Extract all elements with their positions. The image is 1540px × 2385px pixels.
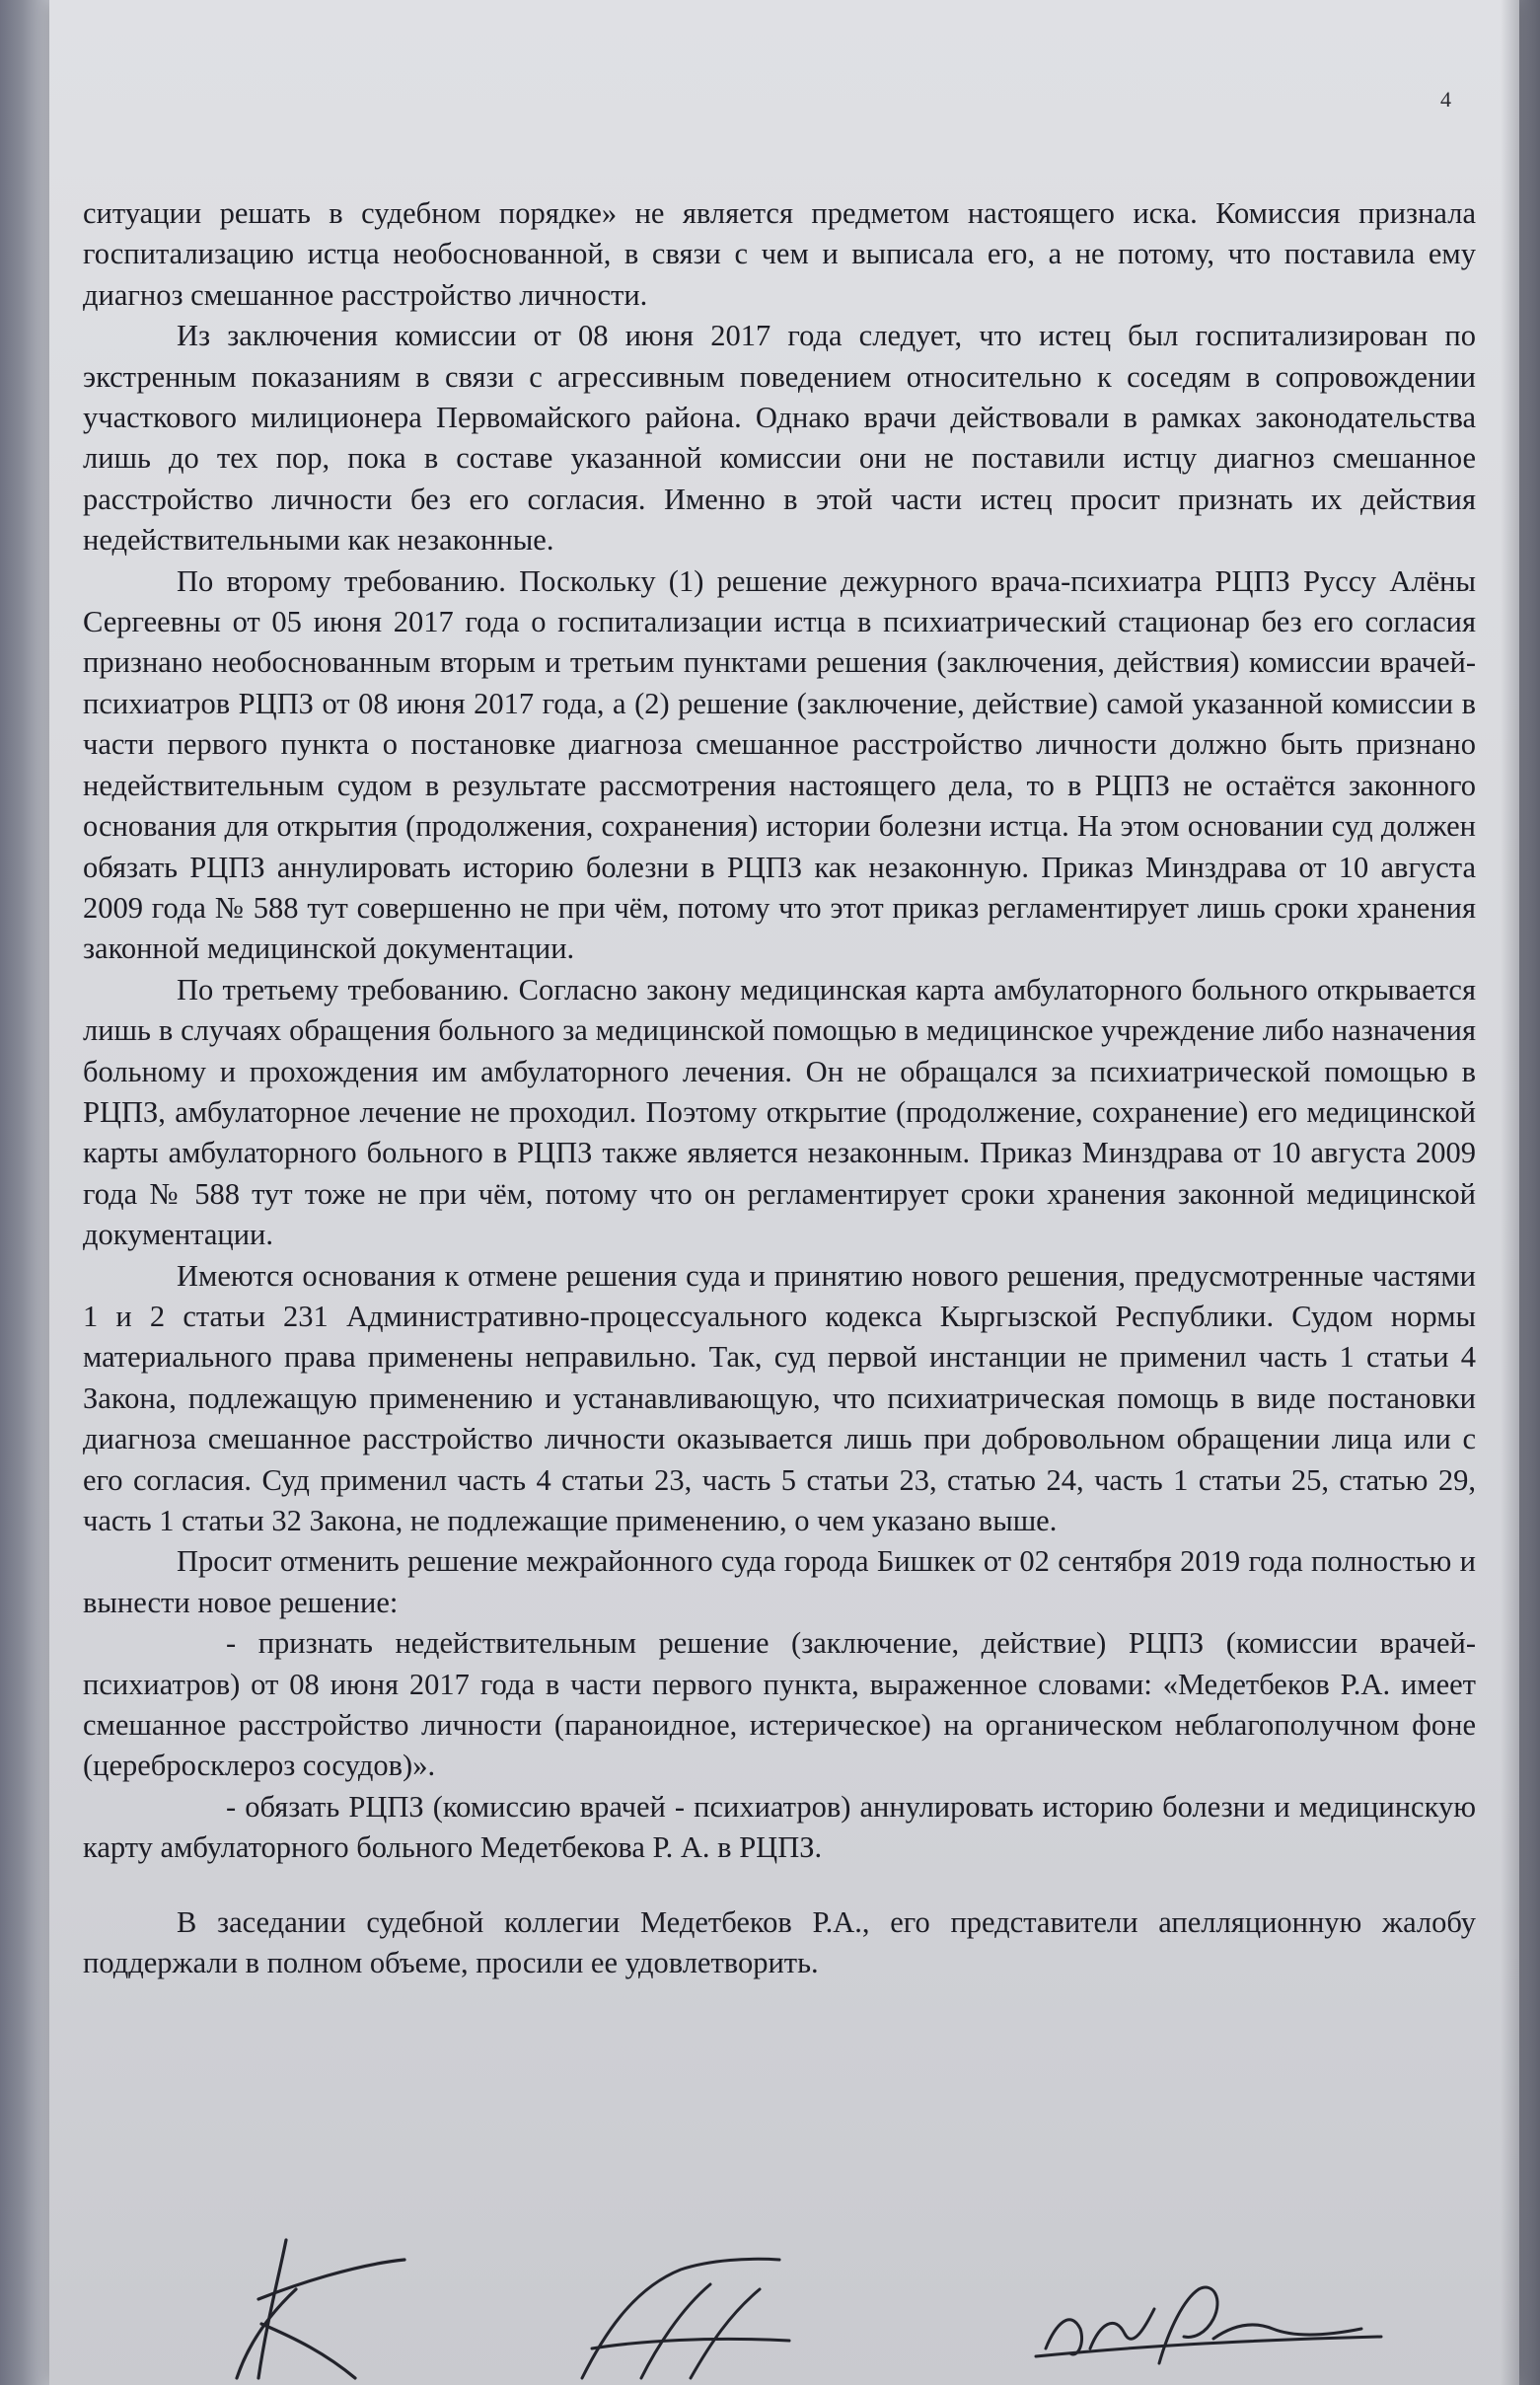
paragraph-third-requirement: По третьему требованию. Согласно закону медицинская карта амбулаторного больного открывается лишь в случаях обращения больного за медицинской помощью в медицинское учреждение либо назначения больному и прохождения им амбулаторного лечения. Он не обращался за психиатрической помощью в РЦПЗ, амбулаторное лечение не проходил. Поэтому открытие (продолжение, сохранение) его медицинской карты амбулаторного больного в РЦПЗ также является незаконным. Приказ Минздрава от 10 августа 2009 года № 588 тут тоже не при чём, потому что он регламентирует сроки хранения законной медицинской документации.: [83, 972, 1476, 1252]
paragraph-grounds-for-reversal: Имеются основания к отмене решения суда и принятию нового решения, предусмотренные частями 1 и 2 статьи 231 Административно-процессуального кодекса Кыргызской Республики. Судом нормы материального права применены неправильно. Так, суд первой инстанции не применил часть 1 статьи 4 Закона, подлежащую применению и устанавливающую, что психиатрическая помощь в виде постановки диагноза смешанное расстройство личности оказывается лишь при добровольном обращении лица или с его согласия. Суд применил часть 4 статьи 23, часть 5 статьи 23, статью 24, часть 1 статьи 25, статью 29, часть 1 статьи 32 Закона, не подлежащие применению, о чем указано выше.: [83, 1258, 1476, 1537]
signature-left: [237, 2240, 404, 2378]
paragraph-second-requirement: По второму требованию. Поскольку (1) решение дежурного врача-психиатра РЦПЗ Руссу Алёны Сергеевны от 05 июня 2017 года о госпитализации истца в психиатрический стационар без его согласия признано необоснованным вторым и третьим пунктами решения (заключения, действия) комиссии врачей-психиатров РЦПЗ от 08 июня 2017 года, а (2) решение (заключение, действие) самой указанной комиссии в части первого пункта о постановке диагноза смешанное расстройство личности должно быть признано недействительным судом в результате рассмотрения настоящего дела, то в РЦПЗ не остаётся законного основания для открытия (продолжения, сохранения) истории болезни истца. На этом основании суд должен обязать РЦПЗ аннулировать историю болезни в РЦПЗ как незаконную. Приказ Минздрава от 10 августа 2009 года № 588 тут совершенно не при чём, потому что этот приказ регламентирует лишь сроки хранения законной медицинской документации.: [83, 563, 1476, 966]
paragraph-continuation: ситуации решать в судебном порядке» не является предметом настоящего иска. Комиссия признала госпитализацию истца необоснованной, в связи с чем и выписала его, а не потому, что поставила ему диагноз смешанное расстройство личности.: [83, 196, 1476, 312]
paragraph-hearing: В заседании судебной коллегии Медетбеков Р.А., его представители апелляционную жалобу поддержали в полном объеме, просили ее удовлетворить.: [83, 1904, 1476, 1980]
signature-right: [1036, 2287, 1381, 2363]
handwritten-signatures: [0, 2230, 1540, 2385]
page-edge-shadow: [1501, 0, 1540, 2385]
signature-middle: [582, 2259, 789, 2378]
paragraph-request: Просит отменить решение межрайонного суда города Бишкек от 02 сентября 2019 года полностью и вынести новое решение:: [83, 1544, 1476, 1619]
paragraph-commission-conclusion: Из заключения комиссии от 08 июня 2017 года следует, что истец был госпитализирован по экстренным показаниям в связи с агрессивным поведением относительно к соседям в сопровождении участкового милиционера Первомайского района. Однако врачи действовали в рамках законодательства лишь до тех пор, пока в составе указанной комиссии они не поставили истцу диагноз смешанное расстройство личности без его согласия. Именно в этой части истец просит признать их действия недействительными как незаконные.: [83, 319, 1476, 558]
document-body: [83, 193, 1476, 1983]
signatures-area: [0, 2230, 1540, 2385]
paragraph-request-item-1: - признать недействительным решение (заключение, действие) РЦПЗ (комиссии врачей-психиатров) от 08 июня 2017 года в части первого пункта, выраженное словами: «Медетбеков Р.А. имеет смешанное расстройство личности (параноидное, истерическое) на органическом неблагополучном фоне (церебросклероз сосудов)».: [83, 1626, 1476, 1783]
page-number: 4: [1440, 87, 1451, 112]
paragraph-request-item-2: - обязать РЦПЗ (комиссию врачей - психиатров) аннулировать историю болезни и медицинскую карту амбулаторного больного Медетбекова Р. А. в РЦПЗ.: [83, 1789, 1476, 1865]
